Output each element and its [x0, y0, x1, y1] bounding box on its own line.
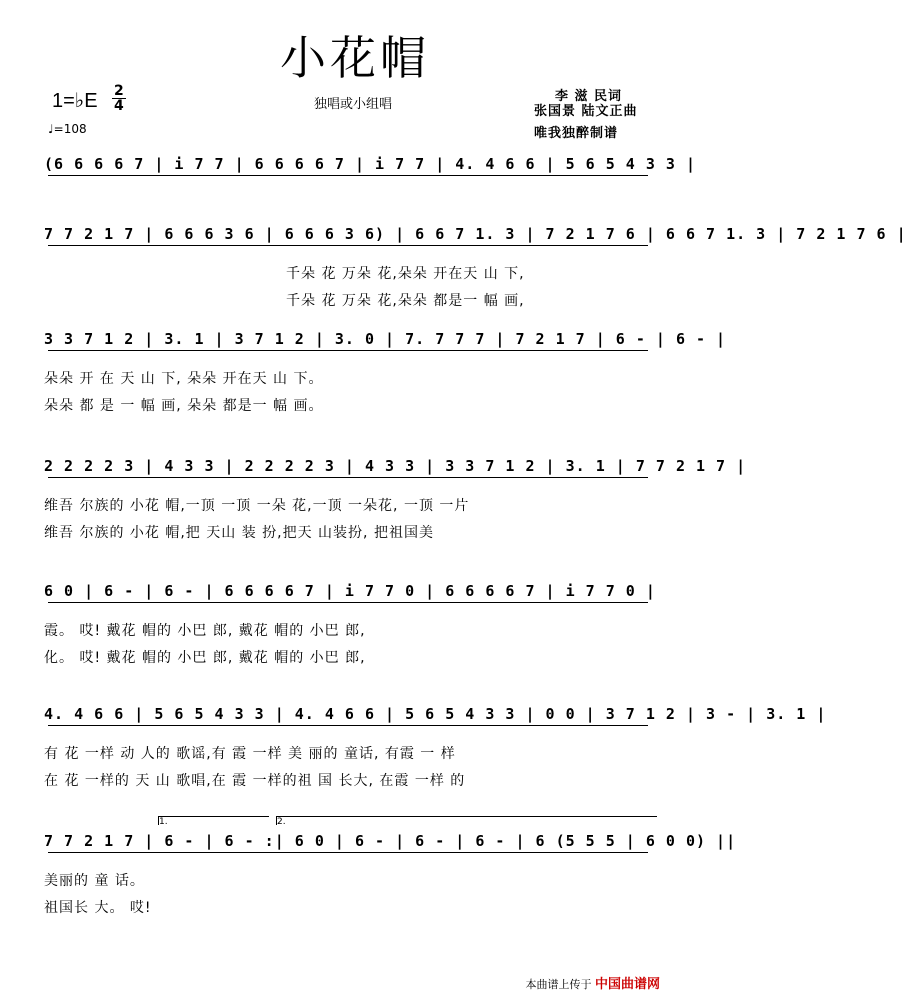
- volta-bracket: 2.: [276, 816, 657, 825]
- time-bottom: 4: [114, 98, 124, 114]
- notation-line: (6 6 6 6 7 | i 7 7 | 6 6 6 6 7 | i 7 7 | 4. 4 6 6 | 5 6 5 4 3 3 |: [44, 155, 696, 173]
- notation-line: 7 7 2 1 7 | 6 6 6 3 6 | 6 6 6 3 6) | 6 6 7 1. 3 | 7 2 1 7 6 | 6 6 7 1. 3 | 7 2 1 7 6 |: [44, 225, 907, 243]
- volta-bracket: 1.: [158, 816, 269, 825]
- footer: [525, 973, 660, 992]
- composer-credit: 张国景 陆文正曲: [534, 104, 638, 119]
- lyric-line: 维吾 尔族的 小花 帽,一顶 一顶 一朵 花,一顶 一朵花, 一顶 一片: [44, 498, 470, 514]
- notation-line: 3 3 7 1 2 | 3. 1 | 3 7 1 2 | 3. 0 | 7. 7 7 7 | 7 2 1 7 | 6 - | 6 - |: [44, 330, 727, 348]
- arranger-credit: 唯我独醉制谱: [534, 126, 619, 141]
- lyric-line: 霞。 哎! 戴花 帽的 小巴 郎, 戴花 帽的 小巴 郎,: [44, 623, 366, 639]
- lyric-line: 美丽的 童 话。: [44, 873, 145, 889]
- beam-line: [48, 852, 648, 853]
- notation-line: 4. 4 6 6 | 5 6 5 4 3 3 | 4. 4 6 6 | 5 6 5 4 3 3 | 0 0 | 3 7 1 2 | 3 - | 3. 1 |: [44, 705, 827, 723]
- beam-line: [48, 350, 648, 351]
- beam-line: [48, 725, 648, 726]
- beam-line: [48, 175, 648, 176]
- lyric-line: 朵朵 都 是 一 幅 画, 朵朵 都是一 幅 画。: [44, 398, 324, 414]
- performance-note: 独唱或小组唱: [314, 97, 393, 112]
- footer-text: 本曲谱上传于: [525, 978, 592, 991]
- beam-line: [48, 477, 648, 478]
- site-logo: 中国曲谱网: [594, 977, 660, 992]
- tempo-marking: ♩=108: [48, 122, 87, 136]
- lyric-line: 化。 哎! 戴花 帽的 小巴 郎, 戴花 帽的 小巴 郎,: [44, 650, 366, 666]
- beam-line: [48, 602, 648, 603]
- lyric-line: 祖国长 大。 哎!: [44, 900, 152, 916]
- lyric-line: 千朵 花 万朵 花,朵朵 开在天 山 下,: [286, 266, 525, 282]
- time-signature: [112, 84, 126, 113]
- lyric-line: 有 花 一样 动 人的 歌谣,有 霞 一样 美 丽的 童话, 有霞 一 样: [44, 746, 456, 762]
- notation-line: 7 7 2 1 7 | 6 - | 6 - :| 6 0 | 6 - | 6 - | 6 - | 6 (5 5 5 | 6 0 0) ||: [44, 832, 737, 850]
- lyricist-credit: 李 滋 民词: [555, 89, 623, 104]
- lyric-line: 维吾 尔族的 小花 帽,把 天山 装 扮,把天 山装扮, 把祖国美: [44, 525, 434, 541]
- lyric-line: 在 花 一样的 天 山 歌唱,在 霞 一样的祖 国 长大, 在霞 一样 的: [44, 773, 466, 789]
- lyric-line: 千朵 花 万朵 花,朵朵 都是一 幅 画,: [286, 293, 525, 309]
- key-signature: 1=♭E: [52, 90, 98, 112]
- song-title: 小花帽: [280, 31, 430, 85]
- notation-line: 6 0 | 6 - | 6 - | 6 6 6 6 7 | i 7 7 0 | 6 6 6 6 7 | i 7 7 0 |: [44, 582, 656, 600]
- notation-line: 2 2 2 2 3 | 4 3 3 | 2 2 2 2 3 | 4 3 3 | 3 3 7 1 2 | 3. 1 | 7 7 2 1 7 |: [44, 457, 747, 475]
- beam-line: [48, 245, 648, 246]
- lyric-line: 朵朵 开 在 天 山 下, 朵朵 开在天 山 下。: [44, 371, 324, 387]
- time-top: 2: [114, 83, 124, 99]
